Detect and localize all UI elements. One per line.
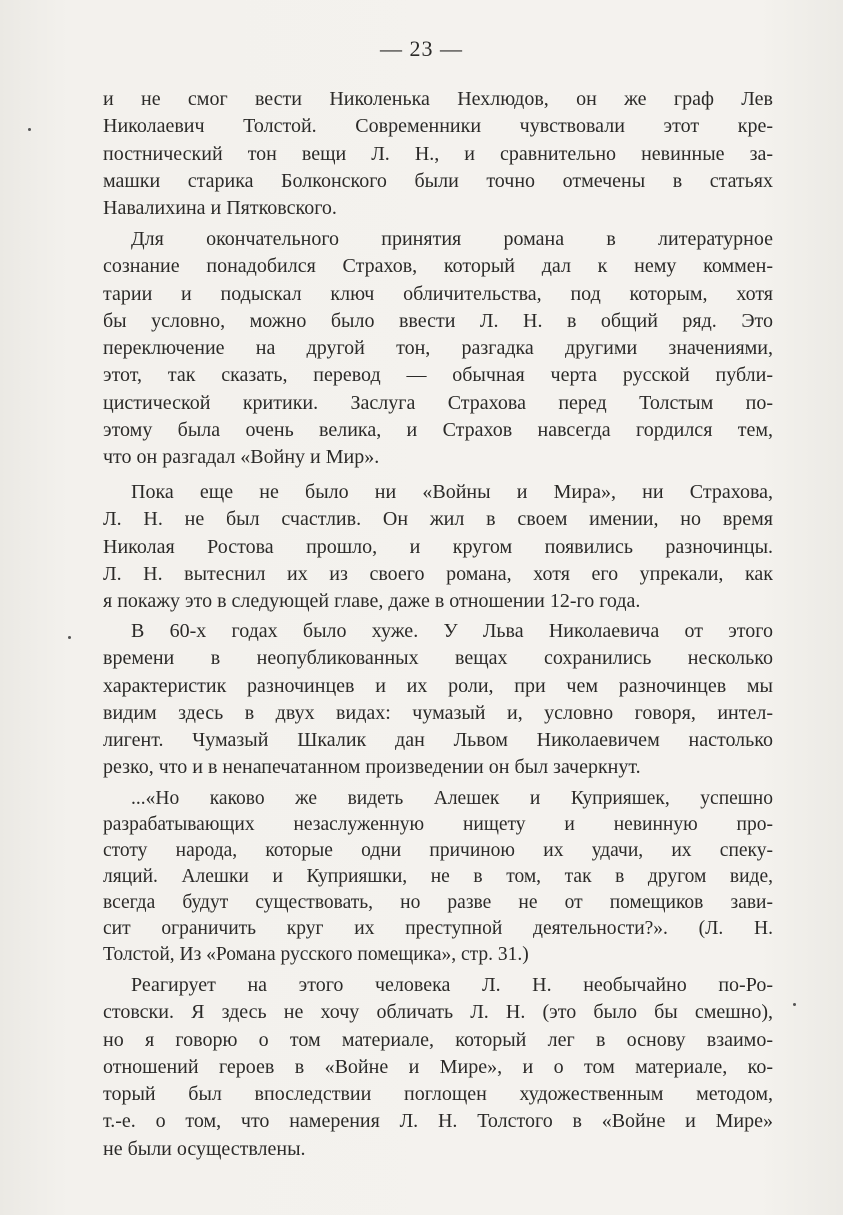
text-line: Николаевич Толстой. Современники чувствовали этот кре- [103, 115, 773, 138]
text-line: разрабатывающих незаслуженную нищету и невинную про- [103, 814, 773, 835]
text-line: не были осуществлены. [103, 1137, 306, 1160]
paragraph [103, 479, 773, 615]
text-line: бы условно, можно было ввести Л. Н. в общий ряд. Это [103, 309, 773, 332]
text-line: ляций. Алешки и Куприяшки, не в том, так в другом виде, [103, 866, 773, 887]
text-line: Николая Ростова прошло, и кругом появились разночинцы. [103, 535, 773, 558]
text-line: машки старика Болконского были точно отмечены в статьях [103, 169, 773, 192]
text-line: Для окончательного принятия романа в литературное [131, 228, 773, 250]
text-line: стовски. Я здесь не хочу обличать Л. Н. (это было бы смешно), [103, 1001, 773, 1024]
page-number: — 23 — [380, 36, 463, 61]
text-line: переключение на другой тон, разгадка другими значениями, [103, 337, 773, 360]
text-line: тарии и подыскал ключ обличительства, под которым, хотя [103, 282, 773, 305]
text-line: резко, что и в ненапечатанном произведении он был зачеркнут. [103, 756, 641, 779]
text-line: В 60-х годах было хуже. У Льва Николаевича от этого [131, 620, 773, 642]
text-line: ...«Но каково же видеть Алешек и Куприяшек, успешно [131, 788, 773, 809]
text-line: Пока еще не было ни «Войны и Мира», ни Страхова, [131, 481, 773, 503]
text-line: торый был впоследствии поглощен художественным методом, [103, 1083, 773, 1106]
text-line: что он разгадал «Войну и Мир». [103, 446, 380, 469]
text-line: Л. Н. вытеснил их из своего романа, хотя его упрекали, как [103, 562, 773, 585]
text-line: видим здесь в двух видах: чумазый и, условно говоря, интел- [103, 701, 773, 724]
scan-speck [793, 1003, 796, 1006]
text-line: я покажу это в следующей главе, даже в отношении 12-го года. [103, 590, 641, 613]
text-line: Л. Н. не был счастлив. Он жил в своем имении, но время [103, 508, 773, 531]
text-line: Реагирует на этого человека Л. Н. необычайно по-Ро- [131, 974, 773, 996]
text-line: но я говорю о том материале, который лег в основу взаимо- [103, 1028, 773, 1051]
paragraph [103, 972, 773, 1163]
text-line: постнический тон вещи Л. Н., и сравнительно невинные за- [103, 142, 773, 165]
text-line: сит ограничить круг их преступной деятельности?». (Л. Н. [103, 918, 773, 939]
text-line: цистической критики. Заслуга Страхова перед Толстым по- [103, 391, 773, 414]
text-line: сознание понадобился Страхов, который дал к нему коммен- [103, 255, 773, 278]
text-line: и не смог вести Николенька Нехлюдов, он же граф Лев [103, 88, 773, 110]
text-line: отношений героев в «Войне и Мире», и о том материале, ко- [103, 1055, 773, 1078]
quotation [103, 786, 773, 968]
text-line: всегда будут существовать, но разве не от помещиков зави- [103, 892, 773, 913]
scan-speck [68, 636, 71, 639]
text-line: характеристик разночинцев и их роли, при чем разночинцев мы [103, 674, 773, 697]
text-line: Навалихина и Пятковского. [103, 197, 337, 220]
text-line: стоту народа, которые одни причиною их удачи, их спеку- [103, 840, 773, 861]
paragraph [103, 86, 773, 222]
text-line: Толстой, Из «Романа русского помещика», стр. 31.) [103, 944, 529, 965]
paragraph [103, 618, 773, 782]
text-line: этот, так сказать, перевод — обычная черта русской публи- [103, 364, 773, 387]
paragraph [103, 226, 773, 472]
text-line: времени в неопубликованных вещах сохранились несколько [103, 647, 773, 670]
text-line: лигент. Чумазый Шкалик дан Львом Николаевичем настолько [103, 729, 773, 752]
text-line: этому была очень велика, и Страхов навсегда гордился тем, [103, 419, 773, 442]
scan-speck [28, 128, 31, 131]
text-line: т.-е. о том, что намерения Л. Н. Толстого в «Войне и Мире» [103, 1110, 773, 1133]
